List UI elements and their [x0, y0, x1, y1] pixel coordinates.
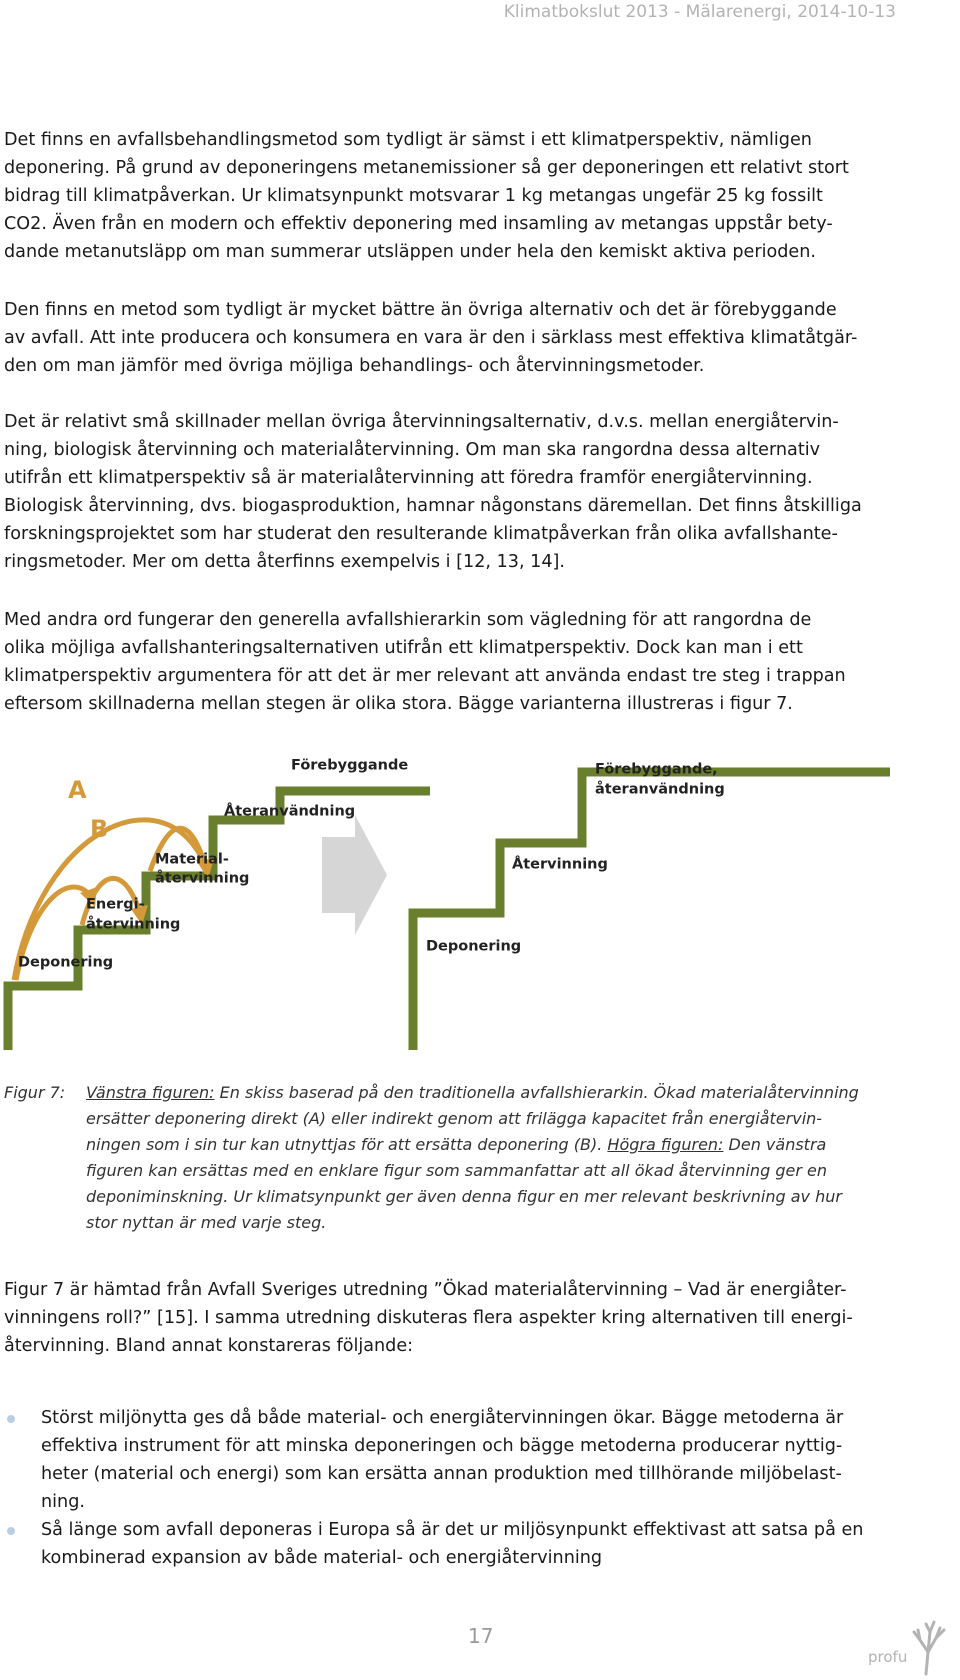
- right-step-forebyggande-l2: återanvändning: [595, 781, 725, 798]
- left-step-energi-l1: Energi-: [86, 896, 145, 913]
- paragraph-atervinning: Det är relativt små skillnader mellan övriga återvinningsalternativ, d.v.s. mellan energiåtervin- ning, biologisk återvinning och materialåtervinning. Om man ska rangordna dessa alternativ utifrån ett klimatperspektiv så är materialåtervinning att föredra framför energiåtervinning. Biologisk återvinning, dvs. biogasproduktion, hamnar någonstans däremellan. Det finns åtskilliga forskningsprojektet som har studerat den resulterande klimatpåverkan från olika avfallshante- ringsmetoder. Mer om detta återfinns exempelvis i [12, 13, 14].: [4, 412, 862, 572]
- list-item: Så länge som avfall deponeras i Europa så är det ur miljösynpunkt effektivast att satsa på en kombinerad expansion av både material- och energiåtervinning: [0, 1516, 900, 1572]
- label-a: A: [68, 776, 87, 804]
- bullet-list: [0, 1404, 900, 1572]
- left-step-deponering: Deponering: [18, 954, 114, 971]
- caption-left-figure-label: Vänstra figuren:: [86, 1083, 215, 1102]
- figure-7-waste-hierarchy: [0, 757, 960, 1055]
- caption-body: Vänstra figuren: En skiss baserad på den traditionella avfallshierarkin. Ökad materialåtervinning ersätter deponering direkt (A) eller indirekt genom att frilägga kapacitet från energiåtervin- ningen som i sin tur kan utnyttjas för att ersätta deponering (B). Högra figuren: Den vänstra figuren kan ersättas med en enklare figur som sammanfattar att all ökad återvinning ger en deponiminskning. Ur klimatsynpunkt ger även denna figur en mer relevant beskrivning av hur stor nyttan är med varje steg.: [86, 1083, 859, 1232]
- left-staircase: [8, 791, 430, 1050]
- bullet-icon: [7, 1415, 15, 1423]
- left-step-material-l1: Material-: [155, 851, 229, 868]
- right-step-deponering: Deponering: [426, 938, 522, 955]
- paragraph-figur-7-kalla: Figur 7 är hämtad från Avfall Sveriges utredning ”Ökad materialåtervinning – Vad är energiåter- vinningens roll?” [15]. I samma utredning diskuteras flera aspekter kring alternativen till energi- återvinning. Bland annat konstareras följande:: [4, 1280, 853, 1356]
- transition-arrow: [322, 815, 387, 935]
- waste-hierarchy-diagram: [0, 757, 960, 1055]
- caption-right-figure-label: Högra figuren:: [607, 1135, 724, 1154]
- running-header: Klimatbokslut 2013 - Mälarenergi, 2014-10-13: [503, 2, 896, 22]
- left-step-material-l2: återvinning: [155, 870, 250, 887]
- right-step-atervinning: Återvinning: [512, 856, 608, 873]
- list-item: Störst miljönytta ges då både material- och energiåtervinningen ökar. Bägge metoderna är effektiva instrument för att minska deponeringen och bägge metoderna producerar nyttig- heter (material och energi) som kan ersätta annan produktion med tillhörande miljöbelast- ning.: [0, 1404, 900, 1516]
- tree-icon: [868, 1618, 960, 1676]
- caption-label: Figur 7:: [4, 1083, 66, 1102]
- paragraph-deponering: Det finns en avfallsbehandlingsmetod som tydligt är sämst i ett klimatperspektiv, nämligen deponering. På grund av deponeringens metanemissioner så ger deponeringen ett relativt stort bidrag till klimatpåverkan. Ur klimatsynpunkt motsvarar 1 kg metangas ungefär 25 kg fossilt CO2. Även från en modern och effektiv deponering med insamling av metangas uppstår bety- dande metanutsläpp om man summerar utsläppen under hela den kemiskt aktiva perioden.: [4, 130, 849, 262]
- left-step-energi-l2: återvinning: [86, 916, 181, 933]
- left-step-ateranvandning: Återanvändning: [224, 803, 356, 820]
- profu-logo: [868, 1618, 960, 1676]
- left-step-forebyggande: Förebyggande: [291, 757, 409, 774]
- page-number: 17: [468, 1624, 494, 1648]
- right-step-forebyggande-l1: Förebyggande,: [595, 761, 718, 778]
- paragraph-avfallshierarki: Med andra ord fungerar den generella avfallshierarkin som vägledning för att rangordna de olika möjliga avfallshanteringsalternativen utifrån ett klimatperspektiv. Dock kan man i ett klimatperspektiv argumentera för att det är mer relevant att använda endast tre steg i trappan eftersom skillnaderna mellan stegen är olika stora. Bägge varianterna illustreras i figur 7.: [4, 610, 846, 714]
- bullet-icon: [7, 1527, 15, 1535]
- paragraph-forebyggande: Den finns en metod som tydligt är mycket bättre än övriga alternativ och det är förebyggande av avfall. Att inte producera och konsumera en vara är den i särklass mest effektiva klimatåtgär- den om man jämför med övriga möjliga behandlings- och återvinningsmetoder.: [4, 300, 858, 376]
- label-b: B: [90, 815, 109, 843]
- right-staircase: [413, 772, 890, 1050]
- logo-text: profu: [868, 1648, 908, 1666]
